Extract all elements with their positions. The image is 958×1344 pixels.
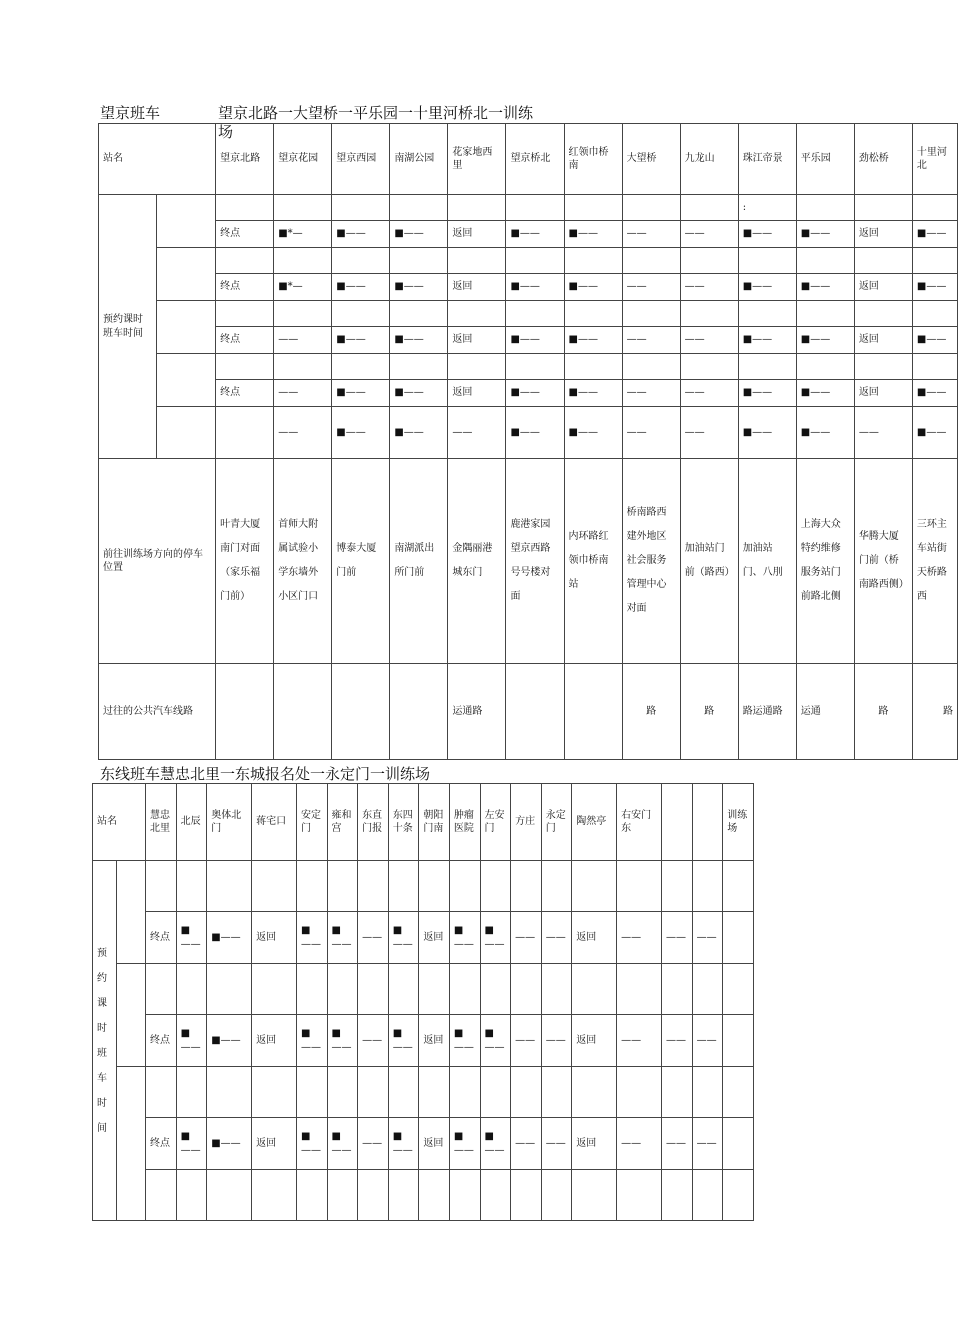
cell: ■——: [506, 274, 564, 301]
section1-name: 望京班车: [100, 104, 161, 122]
station-name: 方庄: [511, 784, 542, 861]
cell: ■——: [480, 912, 511, 964]
cell: ■——: [296, 912, 327, 964]
bus-line: [274, 664, 332, 760]
end-label: 终点: [146, 912, 177, 964]
cell: 返回: [252, 1015, 297, 1067]
cell: ——: [692, 912, 723, 964]
schedule-row: [93, 1067, 754, 1118]
stop-position: 三环主车站街天桥路西: [912, 459, 957, 664]
station-name: 右安门东: [617, 784, 662, 861]
cell: ■——: [506, 221, 564, 248]
cell: ■——: [564, 221, 622, 248]
schedule-row: [93, 964, 754, 1015]
schedule-row: [99, 248, 958, 274]
cell: ■——: [564, 407, 622, 459]
bus-line: 路: [854, 664, 912, 760]
station-header-label: 站名: [99, 124, 216, 195]
stop-position: 华腾大厦门前（桥南路西侧）: [854, 459, 912, 664]
cell: ■——: [207, 912, 252, 964]
station-name: 安定门: [296, 784, 327, 861]
stop-position: 金隅丽港城东门: [448, 459, 506, 664]
station-name: 陶然亭: [572, 784, 617, 861]
cell: ——: [680, 327, 738, 354]
station-name: 朝阳门南: [419, 784, 450, 861]
bus-line: 路运通路: [738, 664, 796, 760]
station-name: 左安门: [480, 784, 511, 861]
cell: ——: [622, 274, 680, 301]
station-name: 珠江帝景: [738, 124, 796, 195]
schedule-label: 预约课时班车时间: [93, 861, 117, 1221]
cell: ■——: [327, 1118, 358, 1170]
end-label: 终点: [216, 274, 274, 301]
cell: ——: [662, 1015, 693, 1067]
stop-position: 博泰大厦门前: [332, 459, 390, 664]
cell: ——: [274, 327, 332, 354]
stop-position: 上海大众特约维修服务站门前路北侧: [796, 459, 854, 664]
cell: ■——: [506, 380, 564, 407]
cell: ——: [274, 380, 332, 407]
stop-position: 南湖派出所门前: [390, 459, 448, 664]
cell: ■——: [506, 327, 564, 354]
station-name: 永定门: [541, 784, 572, 861]
cell: ■——: [449, 912, 480, 964]
station-name: 十里河北: [912, 124, 957, 195]
schedule-label: 预约课时班车时间: [99, 195, 157, 459]
cell: ——: [511, 1118, 542, 1170]
cell: ——: [511, 912, 542, 964]
end-label: 终点: [216, 221, 274, 248]
cell: ■——: [332, 380, 390, 407]
cell: ■——: [912, 274, 957, 301]
cell: ■——: [912, 221, 957, 248]
cell: ■——: [796, 327, 854, 354]
bus-line: 路: [680, 664, 738, 760]
cell: ■——: [738, 274, 796, 301]
cell: ——: [692, 1015, 723, 1067]
cell: [723, 1118, 754, 1170]
section1-route-tail: 场: [218, 123, 234, 141]
cell: ■——: [449, 1015, 480, 1067]
cell: 返回: [572, 1118, 617, 1170]
cell: ■——: [332, 221, 390, 248]
station-header-label: 站名: [93, 784, 146, 861]
cell: ■——: [388, 1015, 419, 1067]
cell: 返回: [572, 1015, 617, 1067]
cell: ■——: [506, 407, 564, 459]
bus-line: [216, 664, 274, 760]
cell: ——: [274, 407, 332, 459]
cell: 返回: [854, 221, 912, 248]
station-name: 望京桥北: [506, 124, 564, 195]
cell: ■*—: [274, 221, 332, 248]
station-name: 花家地西里: [448, 124, 506, 195]
cell: ■——: [390, 380, 448, 407]
station-name: 奥体北门: [207, 784, 252, 861]
cell: [723, 912, 754, 964]
cell: ■——: [332, 327, 390, 354]
cell: 返回: [448, 221, 506, 248]
cell: 返回: [252, 1118, 297, 1170]
schedule-row: [93, 861, 754, 912]
station-name: 红领巾桥南: [564, 124, 622, 195]
cell: ——: [617, 1118, 662, 1170]
cell: ■——: [207, 1015, 252, 1067]
bus-line: [332, 664, 390, 760]
cell: ■——: [388, 1118, 419, 1170]
cell: ——: [622, 221, 680, 248]
cell: ■——: [480, 1118, 511, 1170]
station-name: 肿瘤医院: [449, 784, 480, 861]
bus-line-row: [99, 664, 958, 760]
bus-line: 路: [912, 664, 957, 760]
stop-position-row: [99, 459, 958, 664]
bus-line: [506, 664, 564, 760]
cell: ■——: [390, 327, 448, 354]
end-label: 终点: [216, 380, 274, 407]
bus-line: [564, 664, 622, 760]
cell: ——: [358, 1015, 389, 1067]
stop-position: 叶青大厦南门对面（家乐福门前）: [216, 459, 274, 664]
section2-title: 东线班车慧忠北里一东城报名处一永定门一训练场: [100, 765, 431, 783]
cell: ——: [680, 380, 738, 407]
cell: ——: [680, 221, 738, 248]
cell: ■——: [796, 221, 854, 248]
end-label: 终点: [216, 327, 274, 354]
station-name: [692, 784, 723, 861]
cell: ——: [854, 407, 912, 459]
cell: ■——: [796, 380, 854, 407]
cell: ■——: [296, 1118, 327, 1170]
cell: ■——: [564, 380, 622, 407]
cell: ——: [622, 380, 680, 407]
cell: ——: [358, 1118, 389, 1170]
cell: ■——: [176, 912, 207, 964]
cell: ■——: [176, 1118, 207, 1170]
station-name: 东四十条: [388, 784, 419, 861]
cell: ■——: [564, 327, 622, 354]
cell: 返回: [252, 912, 297, 964]
station-name: 训练场: [723, 784, 754, 861]
cell: ■——: [738, 327, 796, 354]
station-name: 北辰: [176, 784, 207, 861]
stop-position: 加油站门、八刖: [738, 459, 796, 664]
schedule-row: [93, 1170, 754, 1221]
station-name: 平乐园: [796, 124, 854, 195]
schedule-row: [99, 407, 958, 459]
cell: ■——: [912, 407, 957, 459]
schedule-row: [93, 1015, 754, 1067]
schedule-row: [99, 221, 958, 248]
cell: ——: [358, 912, 389, 964]
cell: ■——: [327, 912, 358, 964]
schedule-row: [99, 301, 958, 327]
cell: ——: [680, 407, 738, 459]
cell: 返回: [448, 274, 506, 301]
cell: ——: [617, 1015, 662, 1067]
cell: ■——: [449, 1118, 480, 1170]
cell: 返回: [448, 327, 506, 354]
cell: ■——: [390, 221, 448, 248]
cell: ■——: [332, 274, 390, 301]
cell: ■——: [390, 407, 448, 459]
cell: ■——: [796, 274, 854, 301]
bus-line: 运通: [796, 664, 854, 760]
section1-title: [100, 102, 534, 141]
cell: 返回: [572, 912, 617, 964]
schedule-row: [99, 380, 958, 407]
section1-table: [98, 123, 958, 760]
station-name: 望京花园: [274, 124, 332, 195]
cell: ■——: [564, 274, 622, 301]
cell: ■——: [332, 407, 390, 459]
cell: 返回: [419, 912, 450, 964]
schedule-row: [99, 274, 958, 301]
cell: ■——: [327, 1015, 358, 1067]
schedule-row: [99, 195, 958, 221]
cell: ——: [680, 274, 738, 301]
schedule-row: [99, 327, 958, 354]
cell: ■——: [912, 380, 957, 407]
stop-position: 首师大附属试验小学东墙外小区门口: [274, 459, 332, 664]
section1-route: 望京北路一大望桥一平乐园一十里河桥北一训练: [218, 104, 534, 122]
cell: 返回: [854, 274, 912, 301]
cell: 返回: [854, 380, 912, 407]
end-label: 终点: [146, 1118, 177, 1170]
cell: ■*—: [274, 274, 332, 301]
cell: ——: [617, 912, 662, 964]
station-name: 大望桥: [622, 124, 680, 195]
bus-line: 路: [622, 664, 680, 760]
cell: 返回: [419, 1015, 450, 1067]
station-name: [662, 784, 693, 861]
cell: ——: [448, 407, 506, 459]
bus-line: [390, 664, 448, 760]
station-name: 蒋宅口: [252, 784, 297, 861]
cell: ——: [662, 912, 693, 964]
cell: ——: [692, 1118, 723, 1170]
schedule-row: [93, 912, 754, 964]
cell: ■——: [296, 1015, 327, 1067]
stop-label: 前往训练场方向的停车位置: [99, 459, 216, 664]
cell: [723, 1015, 754, 1067]
cell: ■——: [912, 327, 957, 354]
cell: 返回: [854, 327, 912, 354]
cell: ——: [541, 912, 572, 964]
end-label: 终点: [146, 1015, 177, 1067]
stop-position: 桥南路西建外地区社会服务管理中心对面: [622, 459, 680, 664]
station-header-row: [93, 784, 754, 861]
station-name: 雍和宫: [327, 784, 358, 861]
stop-position: 内环路红领巾桥南站: [564, 459, 622, 664]
station-name: 南湖公园: [390, 124, 448, 195]
cell: ■——: [738, 407, 796, 459]
station-name: 劲松桥: [854, 124, 912, 195]
cell: ■——: [796, 407, 854, 459]
colon-mark: :: [738, 195, 796, 221]
cell: ——: [511, 1015, 542, 1067]
stop-position: 鹿港家园望京西路号号楼对面: [506, 459, 564, 664]
schedule-row: [93, 1118, 754, 1170]
section2-table: [92, 783, 754, 1221]
station-name: 望京西园: [332, 124, 390, 195]
cell: ■——: [480, 1015, 511, 1067]
cell: ■——: [390, 274, 448, 301]
cell: ——: [662, 1118, 693, 1170]
station-header-row: [99, 124, 958, 195]
bus-label: 过往的公共汽车线路: [99, 664, 216, 760]
cell: ——: [622, 327, 680, 354]
stop-position: 加油站门前（路西）: [680, 459, 738, 664]
cell: 返回: [419, 1118, 450, 1170]
schedule-row: [99, 354, 958, 380]
cell: ——: [541, 1015, 572, 1067]
station-name: 慧忠北里: [146, 784, 177, 861]
cell: ——: [541, 1118, 572, 1170]
cell: 返回: [448, 380, 506, 407]
bus-line: 运通路: [448, 664, 506, 760]
station-name: 望京北路: [216, 124, 274, 195]
cell: ■——: [176, 1015, 207, 1067]
station-name: 东直门报: [358, 784, 389, 861]
cell: ■——: [388, 912, 419, 964]
cell: ■——: [738, 380, 796, 407]
cell: ■——: [207, 1118, 252, 1170]
station-name: 九龙山: [680, 124, 738, 195]
cell: ——: [622, 407, 680, 459]
cell: ■——: [738, 221, 796, 248]
